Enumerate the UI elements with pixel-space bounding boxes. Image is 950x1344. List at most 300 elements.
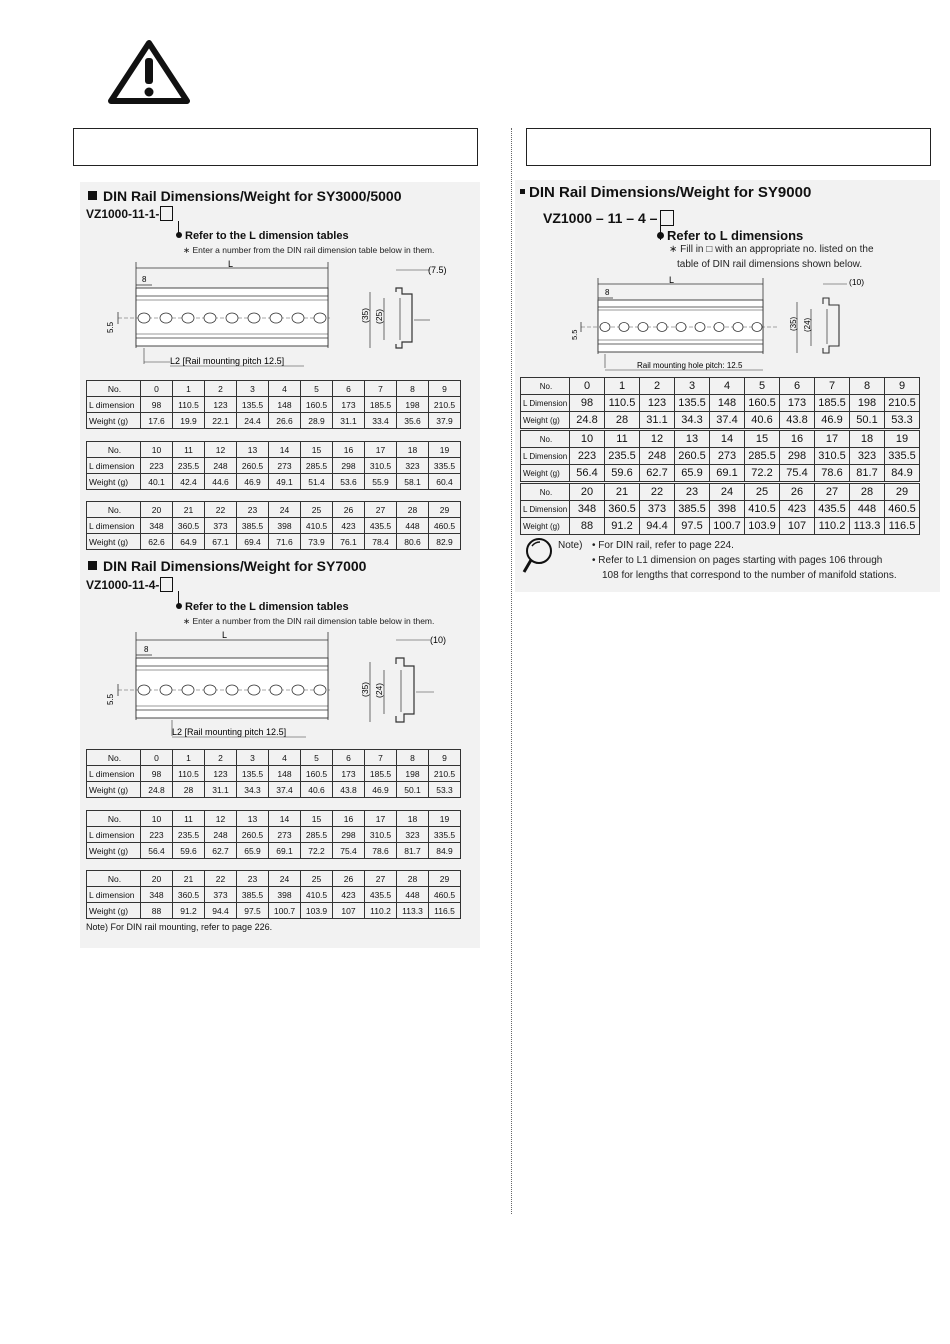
table-cell: 69.1 [710,465,745,482]
row-label-cell: L Dimension [521,448,570,465]
table-cell: 72.2 [301,843,333,859]
table-cell: 26 [333,871,365,887]
table-cell: 3 [237,750,269,766]
table-cell: 21 [605,484,640,501]
table-cell: 107 [333,903,365,919]
table-cell: 148 [269,766,301,782]
table-cell: 16 [333,442,365,458]
table-cell: 44.6 [205,474,237,490]
svg-text:5.5: 5.5 [106,321,115,333]
table-row [521,518,920,535]
table-cell: 460.5 [429,518,461,534]
refer-note: Refer to L dimensions [657,228,803,243]
row-label-cell: L dimension [87,518,141,534]
table-cell: 25 [301,871,333,887]
table-cell: 40.6 [301,782,333,798]
table-cell: 37.4 [269,782,301,798]
table-cell: 323 [397,827,429,843]
dimension-table [86,870,461,919]
refer-note: Refer to the L dimension tables [176,230,349,242]
table-cell: 69.4 [237,534,269,550]
table-cell: 20 [141,502,173,518]
dimension-table [86,749,461,798]
table-cell: 72.2 [745,465,780,482]
table-cell: 7 [815,378,850,395]
table-cell: 198 [397,397,429,413]
table-cell: 435.5 [365,518,397,534]
section-heading-sy7000: DIN Rail Dimensions/Weight for SY7000 [88,558,366,574]
table-cell: 273 [269,827,301,843]
table-cell: 310.5 [365,827,397,843]
note-line: • Refer to L1 dimension on pages starting with pages 106 through [592,555,883,566]
table-cell: 17 [365,442,397,458]
table-cell: 110.5 [605,395,640,412]
table-cell: 11 [173,811,205,827]
table-cell: 27 [815,484,850,501]
table-cell: 98 [570,395,605,412]
svg-text:5.5: 5.5 [106,693,115,705]
table-cell: 323 [397,458,429,474]
row-label-cell: Weight (g) [87,903,141,919]
table-cell: 81.7 [850,465,885,482]
table-cell: 73.9 [301,534,333,550]
table-cell: 13 [237,811,269,827]
table-cell: 410.5 [301,518,333,534]
row-label-cell: No. [87,442,141,458]
svg-text:(7.5): (7.5) [428,265,447,275]
table-cell: 185.5 [365,766,397,782]
row-label-cell: Weight (g) [521,412,570,429]
table-cell: 75.4 [333,843,365,859]
table-row [87,843,461,859]
row-label-cell: L dimension [87,887,141,903]
table-cell: 385.5 [237,518,269,534]
table-header-row [87,442,461,458]
table-cell: 107 [780,518,815,535]
table-cell: 248 [205,827,237,843]
row-label-cell: No. [521,484,570,501]
table-cell: 26.6 [269,413,301,429]
table-cell: 110.2 [815,518,850,535]
magnifier-note-icon [522,536,554,576]
table-cell: 116.5 [429,903,461,919]
table-cell: 46.9 [815,412,850,429]
table-cell: 10 [141,442,173,458]
row-label-cell: No. [87,381,141,397]
table-cell: 17 [815,431,850,448]
table-cell: 110.5 [173,766,205,782]
table-cell: 22 [640,484,675,501]
row-label-cell: Weight (g) [87,413,141,429]
dimension-table [520,377,920,429]
table-cell: 21 [173,502,205,518]
svg-text:8: 8 [605,288,610,297]
part-number-blank-box [160,577,173,592]
table-cell: 123 [205,397,237,413]
table-cell: 0 [141,750,173,766]
table-header-row [521,484,920,501]
table-cell: 398 [269,887,301,903]
table-cell: 285.5 [745,448,780,465]
table-cell: 24 [710,484,745,501]
table-row [87,782,461,798]
table-cell: 3 [237,381,269,397]
table-cell: 173 [333,397,365,413]
table-cell: 23 [675,484,710,501]
table-cell: 78.4 [365,534,397,550]
table-cell: 58.1 [397,474,429,490]
table-cell: 9 [885,378,920,395]
table-cell: 410.5 [745,501,780,518]
row-label-cell: Weight (g) [521,465,570,482]
table-cell: 88 [141,903,173,919]
table-cell: 11 [173,442,205,458]
table-cell: 56.4 [570,465,605,482]
table-cell: 18 [850,431,885,448]
din-rail-drawing-sy7000 [100,628,460,740]
part-number-blank-box [660,210,674,226]
section-heading-sy9000: DIN Rail Dimensions/Weight for SY9000 [520,184,811,201]
table-cell: 7 [365,381,397,397]
table-header-row [87,871,461,887]
table-row [521,501,920,518]
row-label-cell: No. [87,871,141,887]
table-cell: 223 [570,448,605,465]
svg-text:(24): (24) [374,682,384,698]
table-cell: 88 [570,518,605,535]
table-cell: 3 [675,378,710,395]
table-cell: 71.6 [269,534,301,550]
table-cell: 67.1 [205,534,237,550]
table-cell: 8 [397,381,429,397]
table-cell: 460.5 [885,501,920,518]
table-cell: 94.4 [205,903,237,919]
part-number: VZ1000-11-4- [86,577,173,592]
table-cell: 260.5 [237,827,269,843]
table-cell: 235.5 [173,458,205,474]
table-cell: 26 [780,484,815,501]
table-cell: 4 [269,381,301,397]
table-cell: 9 [429,381,461,397]
table-cell: 273 [269,458,301,474]
table-cell: 15 [745,431,780,448]
table-cell: 223 [141,458,173,474]
table-cell: 25 [745,484,780,501]
table-cell: 248 [640,448,675,465]
dimension-table [520,483,920,535]
table-cell: 16 [780,431,815,448]
table-cell: 12 [640,431,675,448]
table-cell: 69.1 [269,843,301,859]
table-cell: 56.4 [141,843,173,859]
table-cell: 91.2 [605,518,640,535]
table-cell: 448 [397,518,429,534]
row-label-cell: L dimension [87,397,141,413]
table-cell: 27 [365,871,397,887]
table-cell: 53.6 [333,474,365,490]
table-cell: 323 [850,448,885,465]
svg-text:5.5: 5.5 [570,329,579,340]
table-cell: 0 [141,381,173,397]
table-cell: 22 [205,871,237,887]
table-cell: 29 [885,484,920,501]
table-row [87,827,461,843]
table-cell: 19 [429,811,461,827]
table-cell: 160.5 [301,766,333,782]
table-cell: 22.1 [205,413,237,429]
dimension-table [520,430,920,482]
table-cell: 53.3 [885,412,920,429]
table-cell: 248 [205,458,237,474]
table-cell: 1 [173,750,205,766]
table-cell: 423 [780,501,815,518]
dimension-table [86,380,461,429]
row-label-cell: Weight (g) [87,843,141,859]
table-row [87,887,461,903]
table-cell: 25 [301,502,333,518]
part-number: VZ1000-11-1- [86,206,173,221]
table-cell: 62.6 [141,534,173,550]
table-cell: 31.1 [205,782,237,798]
table-cell: 2 [640,378,675,395]
table-cell: 4 [269,750,301,766]
svg-text:(24): (24) [803,317,812,332]
table-cell: 62.7 [205,843,237,859]
table-cell: 14 [269,442,301,458]
table-row [87,903,461,919]
table-cell: 185.5 [365,397,397,413]
table-cell: 135.5 [237,397,269,413]
instruction-text: ∗ Enter a number from the DIN rail dimension table below in them. [183,245,435,255]
table-cell: 31.1 [640,412,675,429]
table-cell: 448 [397,887,429,903]
table-cell: 18 [397,811,429,827]
table-cell: 64.9 [173,534,205,550]
svg-text:(35): (35) [360,681,370,697]
table-cell: 91.2 [173,903,205,919]
table-cell: 285.5 [301,458,333,474]
table-cell: 35.6 [397,413,429,429]
table-cell: 113.3 [850,518,885,535]
table-header-row [521,378,920,395]
table-cell: 37.9 [429,413,461,429]
svg-text:(10): (10) [430,635,447,645]
table-cell: 14 [269,811,301,827]
table-cell: 6 [333,381,365,397]
table-cell: 335.5 [429,458,461,474]
table-cell: 28 [173,782,205,798]
dimension-table [86,810,461,859]
table-cell: 65.9 [237,843,269,859]
table-cell: 435.5 [815,501,850,518]
table-cell: 13 [675,431,710,448]
table-row [87,413,461,429]
table-cell: 310.5 [815,448,850,465]
table-row [87,458,461,474]
svg-text:(35): (35) [360,307,370,323]
table-cell: 4 [710,378,745,395]
svg-text:L: L [669,275,675,285]
table-cell: 15 [301,442,333,458]
table-cell: 298 [333,827,365,843]
table-cell: 198 [850,395,885,412]
table-cell: 348 [570,501,605,518]
table-cell: 423 [333,887,365,903]
table-cell: 398 [269,518,301,534]
svg-text:(10): (10) [849,277,865,287]
note-label: Note) [558,540,583,551]
table-cell: 22 [205,502,237,518]
table-cell: 49.1 [269,474,301,490]
table-header-row [521,431,920,448]
row-label-cell: L dimension [87,766,141,782]
table-cell: 298 [780,448,815,465]
table-cell: 348 [141,518,173,534]
table-cell: 51.4 [301,474,333,490]
table-cell: 19.9 [173,413,205,429]
table-cell: 43.8 [333,782,365,798]
table-cell: 160.5 [745,395,780,412]
table-cell: 148 [710,395,745,412]
svg-text:8: 8 [144,645,149,654]
table-cell: 40.1 [141,474,173,490]
table-cell: 24.8 [141,782,173,798]
row-label-cell: Weight (g) [87,534,141,550]
table-cell: 185.5 [815,395,850,412]
table-cell: 100.7 [710,518,745,535]
table-cell: 60.4 [429,474,461,490]
table-cell: 81.7 [397,843,429,859]
table-cell: 24 [269,502,301,518]
table-cell: 53.3 [429,782,461,798]
table-cell: 5 [745,378,780,395]
table-cell: 310.5 [365,458,397,474]
table-cell: 12 [205,811,237,827]
table-cell: 28 [397,871,429,887]
table-cell: 1 [173,381,205,397]
svg-text:(25): (25) [374,308,384,324]
table-cell: 0 [570,378,605,395]
table-cell: 29 [429,871,461,887]
table-cell: 335.5 [429,827,461,843]
table-cell: 373 [205,518,237,534]
table-cell: 123 [640,395,675,412]
instruction-text: ∗ Fill in □ with an appropriate no. listed on the [669,244,874,255]
table-cell: 97.5 [237,903,269,919]
right-header-box [526,128,931,166]
table-cell: 98 [141,766,173,782]
table-cell: 34.3 [675,412,710,429]
table-cell: 55.9 [365,474,397,490]
table-cell: 16 [333,811,365,827]
svg-text:L2 [Rail mounting pitch 12.5]: L2 [Rail mounting pitch 12.5] [170,356,285,366]
table-row [87,397,461,413]
table-cell: 113.3 [397,903,429,919]
table-cell: 135.5 [237,766,269,782]
table-cell: 28 [397,502,429,518]
table-cell: 78.6 [815,465,850,482]
table-cell: 435.5 [365,887,397,903]
table-cell: 360.5 [605,501,640,518]
table-cell: 335.5 [885,448,920,465]
table-row [521,395,920,412]
table-cell: 19 [885,431,920,448]
table-cell: 5 [301,750,333,766]
part-number-blank-box [160,206,173,221]
table-cell: 82.9 [429,534,461,550]
table-cell: 27 [365,502,397,518]
table-cell: 116.5 [885,518,920,535]
table-cell: 100.7 [269,903,301,919]
table-header-row [87,750,461,766]
dimension-table [86,501,461,550]
table-cell: 33.4 [365,413,397,429]
table-cell: 10 [570,431,605,448]
table-cell: 17 [365,811,397,827]
footnote: Note) For DIN rail mounting, refer to page 226. [86,922,273,932]
table-row [87,474,461,490]
table-cell: 2 [205,381,237,397]
table-row [521,412,920,429]
table-cell: 223 [141,827,173,843]
table-cell: 235.5 [605,448,640,465]
table-cell: 59.6 [605,465,640,482]
table-cell: 398 [710,501,745,518]
table-cell: 460.5 [429,887,461,903]
table-cell: 298 [333,458,365,474]
svg-text:(35): (35) [789,316,798,331]
row-label-cell: L Dimension [521,395,570,412]
table-cell: 385.5 [675,501,710,518]
table-cell: 173 [333,766,365,782]
table-cell: 75.4 [780,465,815,482]
table-cell: 198 [397,766,429,782]
part-number: VZ1000 – 11 – 4 – [543,210,674,226]
svg-text:L: L [228,259,234,269]
table-cell: 23 [237,871,269,887]
row-label-cell: No. [87,502,141,518]
table-row [521,448,920,465]
table-row [87,766,461,782]
row-label-cell: L Dimension [521,501,570,518]
table-cell: 24.8 [570,412,605,429]
table-cell: 50.1 [850,412,885,429]
table-cell: 62.7 [640,465,675,482]
table-cell: 360.5 [173,518,205,534]
svg-text:8: 8 [142,275,147,284]
note-line: • For DIN rail, refer to page 224. [592,540,734,551]
table-cell: 373 [640,501,675,518]
table-cell: 28 [850,484,885,501]
table-cell: 285.5 [301,827,333,843]
svg-text:L: L [222,630,228,640]
table-cell: 13 [237,442,269,458]
section-heading-sy3000: DIN Rail Dimensions/Weight for SY3000/5000 [88,188,402,204]
table-row [87,518,461,534]
table-cell: 110.2 [365,903,397,919]
table-cell: 34.3 [237,782,269,798]
table-cell: 40.6 [745,412,780,429]
svg-text:Rail mounting hole pitch: 12.5: Rail mounting hole pitch: 12.5 [637,361,743,370]
table-cell: 94.4 [640,518,675,535]
din-rail-drawing-sy3000 [100,258,450,370]
table-cell: 8 [397,750,429,766]
table-cell: 28.9 [301,413,333,429]
table-cell: 65.9 [675,465,710,482]
table-cell: 2 [205,750,237,766]
table-cell: 26 [333,502,365,518]
din-rail-drawing-sy9000 [565,274,895,372]
